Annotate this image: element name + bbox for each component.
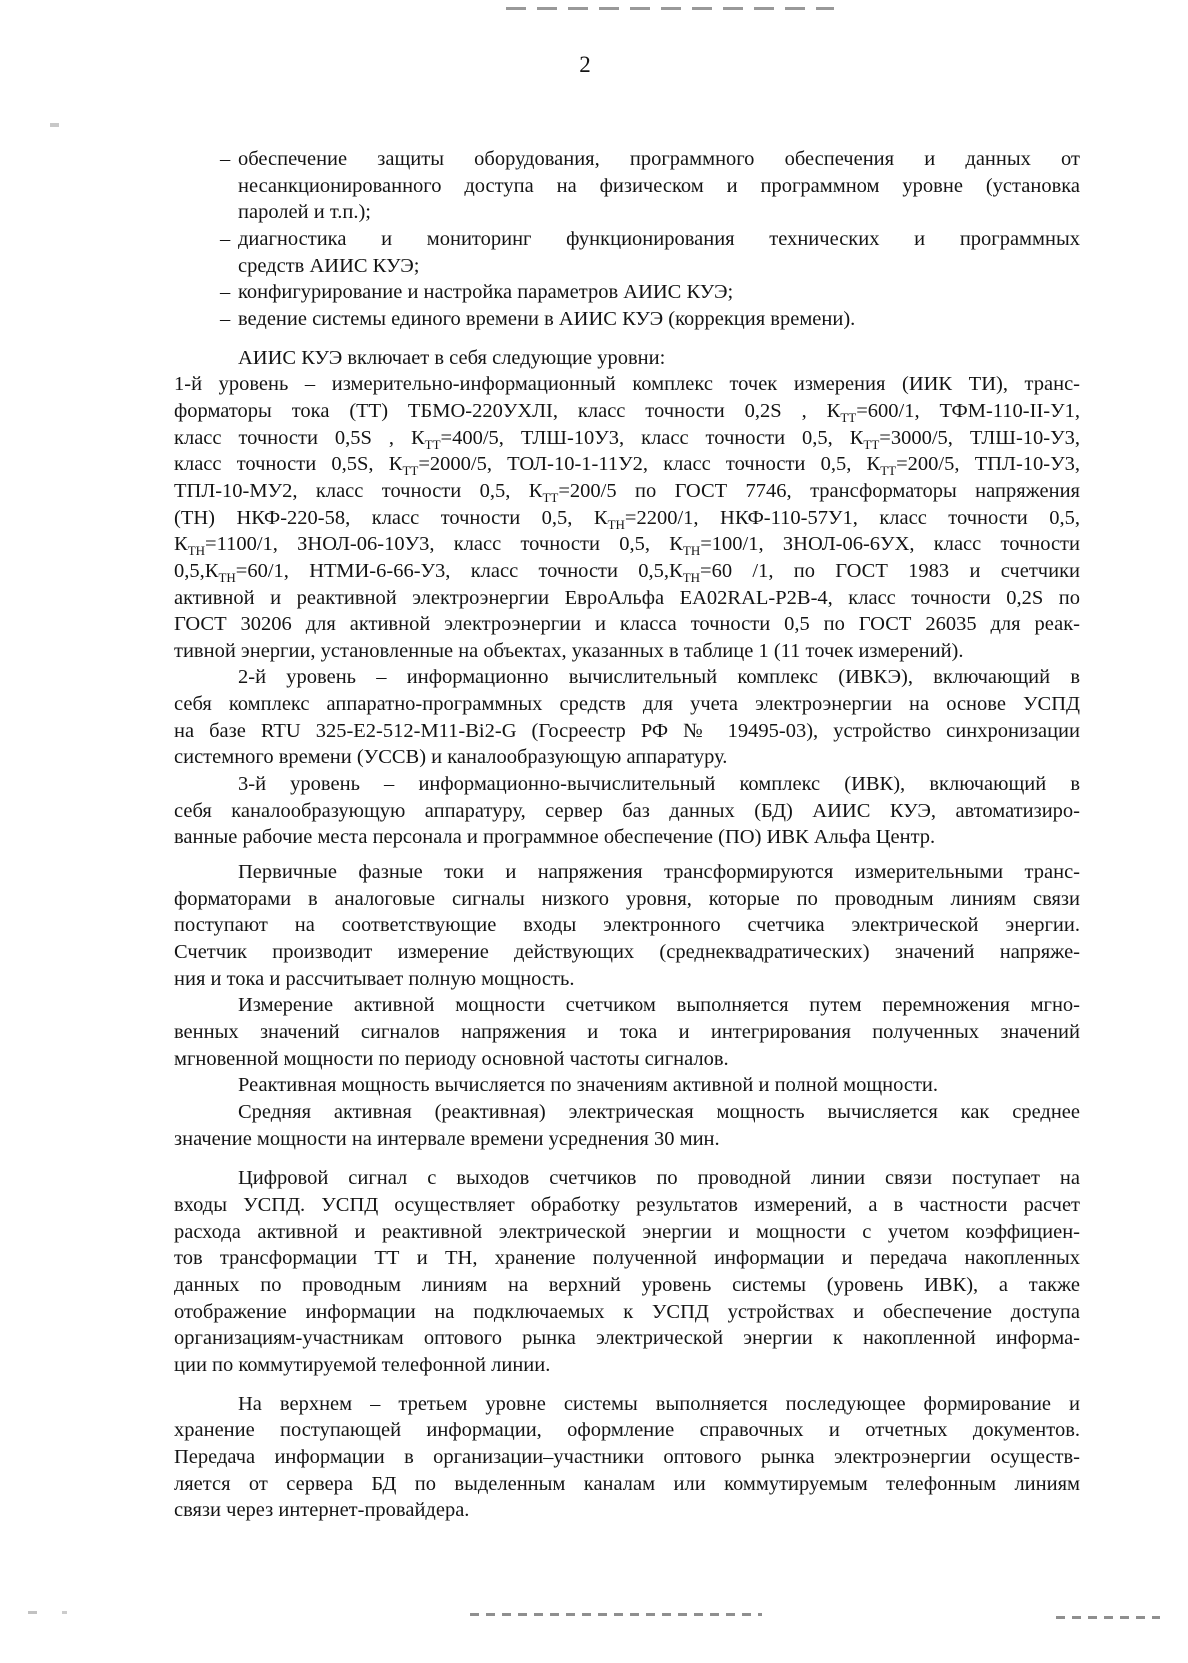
paragraph-average-power (174, 1099, 1080, 1152)
text-line: 1-й уровень – измерительно-информационный комплекс точек измерения (ИИК ТИ), транс- (174, 373, 1080, 396)
bullet-list (174, 146, 1080, 333)
paragraph-active-power (174, 992, 1080, 1072)
paragraph-upper-level (174, 1391, 1080, 1524)
text-line: себя комплекс аппаратно-программных средств для учета электроэнергии на основе УСПД (174, 693, 1080, 716)
text-line: ТПЛ-10-МУ2, класс точности 0,5, $К_{ТТ}=200/5$ по ГОСТ 7746, трансформаторы напряжения (174, 479, 1080, 505)
text-line: средств АИИС КУЭ; (238, 254, 420, 277)
paragraph-levels-intro (174, 345, 1080, 372)
paragraph-primary-signals (174, 859, 1080, 992)
text-line: 3-й уровень – информационно-вычислительный комплекс (ИВК), включающий в (238, 773, 1080, 796)
text-line: класс точности 0,5S , $К_{ТТ}=400/5$, ТЛШ-10У3, класс точности 0,5, $К_{ТТ}=3000/5$, ТЛШ-10-У3, (174, 426, 1080, 452)
bullet-dash: – (220, 307, 231, 330)
text-line: Измерение активной мощности счетчиком выполняется путем перемножения мгно- (238, 994, 1080, 1017)
text-line: ведение системы единого времени в АИИС КУЭ (коррекция времени). (238, 307, 856, 330)
text-line: $0,5,К_{ТН}=60/1$, НТМИ-6-66-У3, класс точности $0,5,К_{ТН}=60$ /1, по ГОСТ 1983 и счетчики (174, 559, 1081, 585)
text-line: мгновенной мощности по периоду основной частоты сигналов. (174, 1047, 729, 1070)
text-line: несанкционированного доступа на физическом и программном уровне (установка (238, 174, 1080, 197)
text-line: Счетчик производит измерение действующих (среднеквадратических) значений напряже- (174, 941, 1080, 964)
text-line: форматоры тока (ТТ) ТБМО-220УХЛI, класс точности 0,2S , $К_{ТТ}=600/1$, ТФМ-110-II-У1, (174, 399, 1080, 425)
text-line: расхода активной и реактивной электрической энергии и мощности с учетом коэффициен- (174, 1220, 1080, 1243)
page-number: 2 (579, 52, 591, 77)
text-line: на базе RTU 325-E2-512-M11-Bi2-G (Госреестр РФ № 19495-03), устройство синхронизации (174, 719, 1080, 742)
text-line: ванные рабочие места персонала и программное обеспечение (ПО) ИВК Альфа Центр. (174, 826, 936, 849)
paragraph-digital-signal (174, 1165, 1080, 1378)
text-line: системного времени (УССВ) и каналообразующую аппаратуру. (174, 746, 728, 769)
text-line: Первичные фазные токи и напряжения трансформируются измерительными транс- (238, 861, 1080, 884)
scan-artifact-speck (28, 1611, 37, 1614)
text-line: ния и тока и рассчитывает полную мощность. (174, 967, 575, 990)
paragraph-reactive-power (174, 1072, 1080, 1099)
text-line: себя каналообразующую аппаратуру, сервер баз данных (БД) АИИС КУЭ, автоматизиро- (174, 799, 1080, 822)
text-line: венных значений сигналов напряжения и тока и интегрирования полученных значений (174, 1021, 1080, 1043)
paragraph-level-1 (174, 371, 1080, 664)
scan-artifact-top (506, 7, 834, 10)
page-body (174, 146, 1080, 1524)
scan-artifact-bottom (1056, 1616, 1160, 1619)
text-line: $К_{ТН}=1100/1$, ЗНОЛ-06-10У3, класс точности 0,5, $К_{ТН}=100/1$, ЗНОЛ-06-6УХ, класс точности (174, 533, 1080, 559)
list-item (174, 146, 1080, 226)
scan-artifact-bottom (470, 1613, 762, 1616)
text-line: Цифровой сигнал с выходов счетчиков по проводной линии связи поступает на (238, 1167, 1080, 1190)
text-line: Реактивная мощность вычисляется по значениям активной и полной мощности. (238, 1074, 938, 1097)
text-line: (ТН) НКФ-220-58, класс точности 0,5, $К_{ТН}=2200/1$, НКФ-110-57У1, класс точности 0,5, (174, 506, 1080, 532)
paragraph-level-2 (174, 664, 1080, 771)
text-line: Средняя активная (реактивная) электрическая мощность вычисляется как среднее (238, 1100, 1080, 1123)
bullet-dash: – (220, 281, 231, 304)
text-line: организациям-участникам оптового рынка электрической энергии к накопленной информа- (174, 1327, 1080, 1350)
text-line: Передача информации в организации–участники оптового рынка электроэнергии осуществ- (174, 1445, 1080, 1468)
scan-artifact-speck (62, 1611, 67, 1614)
text-line: активной и реактивной электроэнергии ЕвроАльфа ЕА02RAL-P2B-4, класс точности 0,2S по (174, 586, 1080, 609)
text-line: ции по коммутируемой телефонной линии. (174, 1353, 551, 1376)
text-line: 2-й уровень – информационно вычислительный комплекс (ИВКЭ), включающий в (238, 666, 1080, 689)
text-line: паролей и т.п.); (238, 201, 371, 224)
list-item (174, 279, 1080, 306)
text-line: значение мощности на интервале времени усреднения 30 мин. (174, 1127, 720, 1150)
text-line: конфигурирование и настройка параметров АИИС КУЭ; (238, 281, 734, 304)
paragraph-level-3 (174, 771, 1080, 851)
bullet-dash: – (220, 148, 231, 170)
text-line: ГОСТ 30206 для активной электроэнергии и класса точности 0,5 по ГОСТ 26035 для реак- (174, 613, 1080, 636)
text-line: класс точности 0,5S, $К_{ТТ}=2000/5$, ТОЛ-10-1-11У2, класс точности 0,5, $К_{ТТ}=200/5$, ТПЛ-10-У3, (174, 453, 1080, 479)
text-line: хранение поступающей информации, оформление справочных и отчетных документов. (174, 1419, 1080, 1442)
list-item (174, 306, 1080, 333)
text-line: форматорами в аналоговые сигналы низкого уровня, которые по проводным линиям связи (174, 887, 1080, 910)
text-line: На верхнем – третьем уровне системы выполняется последующее формирование и (238, 1392, 1080, 1415)
text-line: отображение информации на подключаемых к УСПД устройствах и обеспечение доступа (174, 1300, 1080, 1323)
text-line: входы УСПД. УСПД осуществляет обработку результатов измерений, а в частности расчет (174, 1193, 1080, 1216)
text-line: АИИС КУЭ включает в себя следующие уровни: (238, 346, 666, 369)
text-line: диагностика и мониторинг функционирования технических и программных (238, 227, 1080, 250)
text-line: связи через интернет-провайдера. (174, 1499, 470, 1522)
text-line: поступают на соответствующие входы электронного счетчика электрической энергии. (174, 914, 1080, 937)
bullet-dash: – (220, 227, 231, 250)
list-item (174, 226, 1080, 279)
text-line: ляется от сервера БД по выделенным каналам или коммутируемым телефонным линиям (174, 1472, 1080, 1495)
text-line: тов трансформации ТТ и ТН, хранение полученной информации и передача накопленных (174, 1247, 1080, 1270)
text-line: обеспечение защиты оборудования, программного обеспечения и данных от (238, 148, 1080, 170)
text-line: тивной энергии, установленные на объектах, указанных в таблице 1 (11 точек измерений). (174, 639, 964, 662)
scan-artifact-speck (50, 123, 59, 127)
text-line: данных по проводным линиям на верхний уровень системы (уровень ИВК), а также (174, 1273, 1080, 1296)
